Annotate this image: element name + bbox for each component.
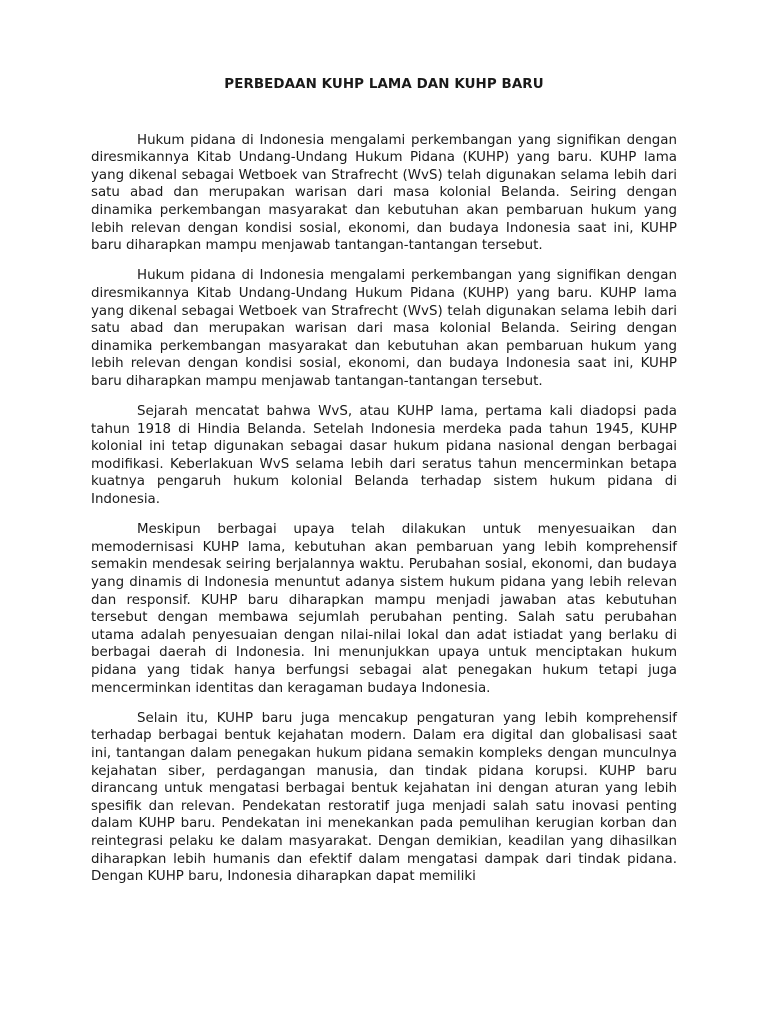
- paragraph-1: Hukum pidana di Indonesia mengalami perkembangan yang signifikan dengan diresmikannya Kitab Undang-Undang Hukum Pidana (KUHP) yang baru. KUHP lama yang dikenal sebagai Wetboek van Strafrecht (WvS) telah digunakan selama lebih dari satu abad dan merupakan warisan dari masa kolonial Belanda. Seiring dengan dinamika perkembangan masyarakat dan kebutuhan akan pembaruan hukum yang lebih relevan dengan kondisi sosial, ekonomi, dan budaya Indonesia saat ini, KUHP baru diharapkan mampu menjawab tantangan-tantangan tersebut.: [91, 132, 677, 254]
- paragraph-4: Meskipun berbagai upaya telah dilakukan untuk menyesuaikan dan memodernisasi KUHP lama, kebutuhan akan pembaruan yang lebih komprehensif semakin mendesak seiring berjalannya waktu. Perubahan sosial, ekonomi, dan budaya yang dinamis di Indonesia menuntut adanya sistem hukum pidana yang lebih relevan dan responsif. KUHP baru diharapkan mampu menjadi jawaban atas kebutuhan tersebut dengan membawa sejumlah perubahan penting. Salah satu perubahan utama adalah penyesuaian dengan nilai-nilai lokal dan adat istiadat yang berlaku di berbagai daerah di Indonesia. Ini menunjukkan upaya untuk menciptakan hukum pidana yang tidak hanya berfungsi sebagai alat penegakan hukum tetapi juga mencerminkan identitas dan keragaman budaya Indonesia.: [91, 522, 677, 696]
- paragraph-3: Sejarah mencatat bahwa WvS, atau KUHP lama, pertama kali diadopsi pada tahun 1918 di Hindia Belanda. Setelah Indonesia merdeka pada tahun 1945, KUHP kolonial ini tetap digunakan sebagai dasar hukum pidana nasional dengan berbagai modifikasi. Keberlakuan WvS selama lebih dari seratus tahun mencerminkan betapa kuatnya pengaruh hukum kolonial Belanda terhadap sistem hukum pidana di Indonesia.: [91, 404, 677, 508]
- paragraph-2: Hukum pidana di Indonesia mengalami perkembangan yang signifikan dengan diresmikannya Kitab Undang-Undang Hukum Pidana (KUHP) yang baru. KUHP lama yang dikenal sebagai Wetboek van Strafrecht (WvS) telah digunakan selama lebih dari satu abad dan merupakan warisan dari masa kolonial Belanda. Seiring dengan dinamika perkembangan masyarakat dan kebutuhan akan pembaruan hukum yang lebih relevan dengan kondisi sosial, ekonomi, dan budaya Indonesia saat ini, KUHP baru diharapkan mampu menjawab tantangan-tantangan tersebut.: [91, 268, 677, 389]
- document-title: PERBEDAAN KUHP LAMA DAN KUHP BARU: [224, 77, 544, 92]
- document-page: [91, 76, 677, 898]
- paragraph-5: Selain itu, KUHP baru juga mencakup pengaturan yang lebih komprehensif terhadap berbagai bentuk kejahatan modern. Dalam era digital dan globalisasi saat ini, tantangan dalam penegakan hukum pidana semakin kompleks dengan munculnya kejahatan siber, perdagangan manusia, dan tindak pidana korupsi. KUHP baru dirancang untuk mengatasi berbagai bentuk kejahatan ini dengan aturan yang lebih spesifik dan relevan. Pendekatan restoratif juga menjadi salah satu inovasi penting dalam KUHP baru. Pendekatan ini menekankan pada pemulihan kerugian korban dan reintegrasi pelaku ke dalam masyarakat. Dengan demikian, keadilan yang dihasilkan diharapkan lebih humanis dan efektif dalam mengatasi dampak dari tindak pidana. Dengan KUHP baru, Indonesia diharapkan dapat memiliki: [91, 710, 677, 885]
